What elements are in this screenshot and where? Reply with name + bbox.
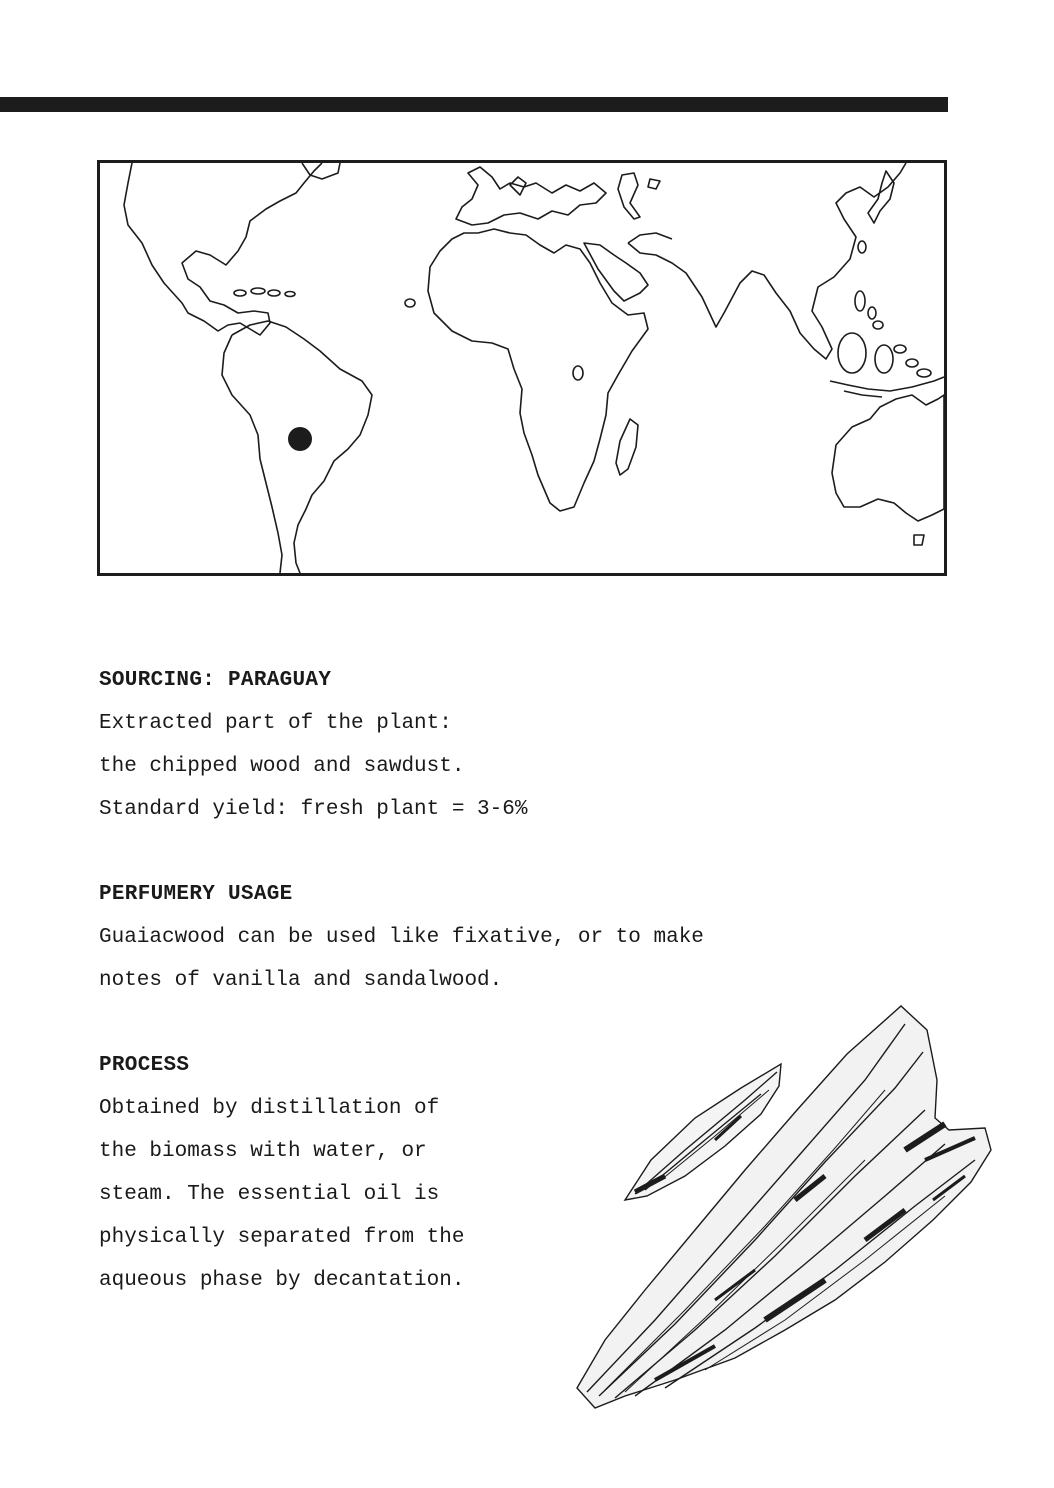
process-line: steam. The essential oil is bbox=[99, 1183, 440, 1206]
sourcing-heading: SOURCING: PARAGUAY bbox=[99, 669, 332, 692]
europe-outline bbox=[456, 167, 606, 225]
location-dot-icon bbox=[288, 427, 312, 451]
madagascar-outline bbox=[616, 419, 638, 475]
sourcing-line: Extracted part of the plant: bbox=[99, 712, 452, 735]
world-map-outline bbox=[100, 163, 944, 573]
world-map bbox=[97, 160, 947, 576]
process-line: the biomass with water, or bbox=[99, 1140, 427, 1163]
process-heading: PROCESS bbox=[99, 1054, 190, 1077]
sourcing-section bbox=[99, 660, 527, 831]
process-section bbox=[99, 1045, 464, 1302]
process-line: Obtained by distillation of bbox=[99, 1097, 440, 1120]
wood-chips-illustration bbox=[565, 1000, 1005, 1420]
asia-outline bbox=[628, 163, 906, 359]
sourcing-line: Standard yield: fresh plant = 3-6% bbox=[99, 798, 528, 821]
top-rule bbox=[0, 97, 948, 112]
usage-section bbox=[99, 874, 704, 1002]
north-america-outline bbox=[124, 163, 322, 335]
australia-outline bbox=[832, 395, 944, 521]
usage-heading: PERFUMERY USAGE bbox=[99, 883, 293, 906]
sourcing-line: the chipped wood and sawdust. bbox=[99, 755, 465, 778]
usage-line: notes of vanilla and sandalwood. bbox=[99, 969, 503, 992]
usage-line: Guaiacwood can be used like fixative, or to make bbox=[99, 926, 704, 949]
process-line: aqueous phase by decantation. bbox=[99, 1269, 465, 1292]
process-line: physically separated from the bbox=[99, 1226, 465, 1249]
africa-outline bbox=[428, 229, 648, 511]
